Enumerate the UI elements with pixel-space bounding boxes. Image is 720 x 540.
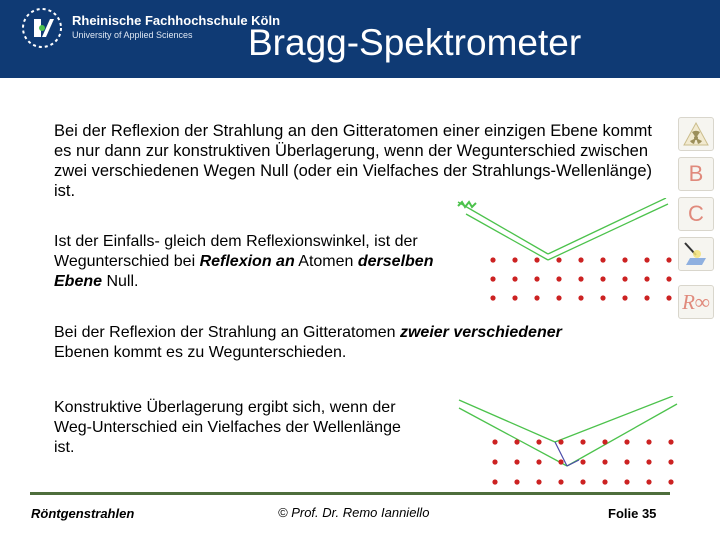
crystal-reflection-icon	[682, 240, 710, 268]
atom	[580, 479, 585, 484]
atom-lattice-1	[490, 257, 671, 300]
side-nav-crystal-button[interactable]	[678, 237, 714, 271]
atom	[646, 479, 651, 484]
atom	[556, 257, 561, 262]
reflected-beam-lower	[567, 404, 677, 466]
atom	[512, 276, 517, 281]
reflection-two-planes-diagram	[455, 396, 685, 486]
atom	[490, 276, 495, 281]
side-nav-b-button[interactable]	[678, 157, 714, 191]
atom	[668, 459, 673, 464]
side-nav-c-button[interactable]	[678, 197, 714, 231]
slide-header	[0, 0, 720, 78]
atom	[578, 257, 583, 262]
atom	[622, 295, 627, 300]
incident-beam-1	[458, 202, 548, 254]
p3-emphasis: zweier verschiedener	[399, 324, 562, 341]
atom	[514, 459, 519, 464]
atom	[490, 295, 495, 300]
atom	[624, 479, 629, 484]
university-name: Rheinische Fachhochschule Köln	[72, 13, 281, 28]
atom	[512, 295, 517, 300]
atom	[490, 257, 495, 262]
atom	[492, 459, 497, 464]
atom-lattice-2	[492, 439, 673, 484]
atom	[580, 459, 585, 464]
atom	[666, 276, 671, 281]
wave-marker-icon	[458, 202, 476, 207]
atom	[646, 439, 651, 444]
slide-title: Bragg-Spektrometer	[248, 22, 582, 63]
footer-author: © Prof. Dr. Remo Ianniello	[278, 505, 430, 520]
atom	[536, 479, 541, 484]
footer-slide-number: Folie 35	[608, 506, 657, 521]
p2-emphasis-1: Reflexion an	[199, 253, 295, 270]
atom	[578, 276, 583, 281]
atom	[558, 459, 563, 464]
reflected-beam-1	[548, 198, 666, 254]
atom	[536, 439, 541, 444]
atom	[556, 295, 561, 300]
atom	[668, 439, 673, 444]
p2-emphasis-2: derselben Ebene	[54, 253, 434, 290]
atom	[644, 295, 649, 300]
paragraph-two-planes	[54, 323, 574, 363]
p2-text-1: Ist der Einfalls- gleich dem Reflexionswinkel, ist der Wegunterschied bei	[54, 233, 418, 270]
footer-divider	[30, 492, 670, 495]
atom	[602, 439, 607, 444]
atom	[602, 459, 607, 464]
reflected-beam-upper	[555, 396, 673, 442]
atom	[666, 257, 671, 262]
atom	[602, 479, 607, 484]
atom	[580, 439, 585, 444]
atom	[624, 439, 629, 444]
atom	[536, 459, 541, 464]
atom	[534, 276, 539, 281]
atom	[492, 479, 497, 484]
side-nav-c-label: C	[688, 201, 704, 226]
atom	[624, 459, 629, 464]
incident-beam-2	[466, 214, 548, 260]
atom	[534, 295, 539, 300]
atom	[600, 276, 605, 281]
atom	[558, 439, 563, 444]
atom	[512, 257, 517, 262]
atom	[600, 257, 605, 262]
side-nav-r-button[interactable]	[678, 285, 714, 319]
atom	[492, 439, 497, 444]
side-nav-r-label: R∞	[682, 289, 710, 314]
atom	[534, 257, 539, 262]
incident-beam-lower	[459, 408, 567, 466]
atom	[668, 479, 673, 484]
atom	[622, 257, 627, 262]
atom	[646, 459, 651, 464]
university-logo-icon	[20, 6, 64, 50]
atom	[644, 276, 649, 281]
atom	[514, 479, 519, 484]
side-nav-b-label: B	[688, 161, 704, 186]
atom	[644, 257, 649, 262]
atom	[514, 439, 519, 444]
reflected-beam-2	[548, 204, 668, 260]
incident-beam-upper	[459, 400, 555, 442]
side-nav-radiation-button[interactable]	[678, 117, 714, 151]
atom	[578, 295, 583, 300]
radiation-hazard-icon	[682, 121, 710, 147]
paragraph-same-plane	[54, 232, 434, 292]
atom	[556, 276, 561, 281]
p2-text-3: Null.	[102, 273, 139, 290]
reflection-single-plane-diagram	[448, 198, 678, 306]
atom	[558, 479, 563, 484]
paragraph-constructive: Konstruktive Überlagerung ergibt sich, wenn der Weg-Unterschied ein Vielfaches der Wellenlänge ist.	[54, 399, 401, 456]
p3-text-1: Bei der Reflexion der Strahlung an Gitteratomen	[54, 324, 400, 341]
paragraph-single-plane: Bei der Reflexion der Strahlung an den Gitteratomen einer einzigen Ebene kommt es nur dann zur konstruktiven Überlagerung, wenn der Wegunterschied zwischen zwei verschiedenen Wegen Null (oder ein Vielfaches der Strahlungs-Wellenlänge) ist.	[54, 122, 653, 200]
atom	[622, 276, 627, 281]
atom	[666, 295, 671, 300]
university-subtitle: University of Applied Sciences	[72, 30, 193, 40]
path-difference-line-2	[567, 460, 579, 466]
p3-text-2: Ebenen kommt es zu Wegunterschieden.	[54, 344, 347, 361]
p2-text-2: Atomen	[294, 253, 358, 270]
footer-topic: Röntgenstrahlen	[31, 506, 135, 521]
atom	[600, 295, 605, 300]
